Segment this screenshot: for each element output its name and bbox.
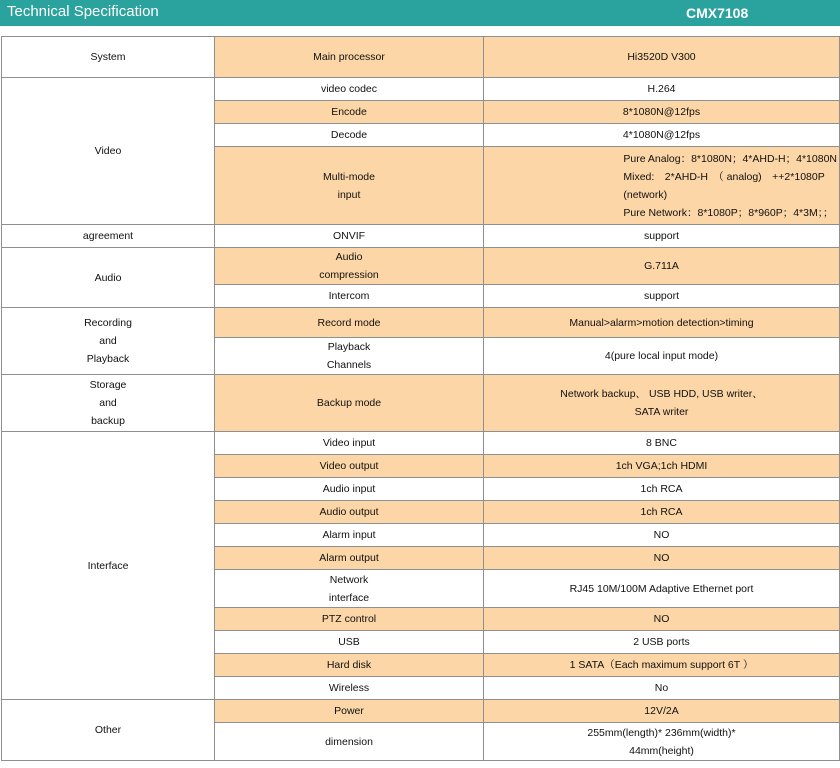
- parameter-cell: [215, 677, 484, 700]
- value-label: 1ch VGA;1ch HDMI: [615, 460, 708, 472]
- parameter-cell: [215, 375, 484, 432]
- value-cell: [484, 338, 840, 375]
- parameter-label: Playback Channels: [326, 341, 372, 371]
- parameter-cell: [215, 308, 484, 338]
- value-cell: [484, 654, 840, 677]
- value-cell: [484, 677, 840, 700]
- value-cell: [484, 478, 840, 501]
- value-label: 4*1080N@12fps: [622, 129, 701, 141]
- category-cell: [2, 432, 215, 700]
- category-cell: [2, 308, 215, 375]
- parameter-label: Network interface: [328, 573, 370, 604]
- spec-row: [2, 225, 840, 248]
- parameter-label: Video input: [322, 437, 376, 449]
- value-label: NO: [653, 613, 670, 625]
- parameter-label: Record mode: [317, 316, 381, 329]
- parameter-label: Audio compression: [319, 251, 379, 281]
- category-cell: [2, 375, 215, 432]
- parameter-cell: [215, 285, 484, 308]
- parameter-cell: [215, 723, 484, 761]
- value-label: Network backup、 USB HDD, USB writer、 SATA writer: [560, 388, 763, 418]
- value-cell: [484, 285, 840, 308]
- value-label: 2 USB ports: [633, 636, 690, 648]
- parameter-label: Main processor: [313, 51, 385, 63]
- value-label: 8 BNC: [646, 437, 677, 449]
- value-cell: [484, 570, 840, 608]
- parameter-cell: [215, 455, 484, 478]
- value-cell: [484, 375, 840, 432]
- value-cell: [484, 501, 840, 524]
- spec-row: [2, 308, 840, 338]
- value-label: Manual>alarm>motion detection>timing: [569, 316, 754, 329]
- parameter-cell: [215, 101, 484, 124]
- value-label: G.711A: [644, 260, 679, 272]
- value-label: NO: [653, 552, 670, 564]
- value-label: 8*1080N@12fps: [622, 106, 701, 118]
- value-label: RJ45 10M/100M Adaptive Ethernet port: [569, 582, 754, 595]
- value-cell: [484, 124, 840, 147]
- value-cell: [484, 248, 840, 285]
- parameter-label: Multi-mode input: [323, 170, 375, 201]
- parameter-label: Audio output: [319, 506, 379, 518]
- value-cell: [484, 524, 840, 547]
- value-cell: [484, 455, 840, 478]
- value-label: 1ch RCA: [640, 483, 683, 495]
- value-label: support: [643, 290, 680, 302]
- parameter-cell: [215, 631, 484, 654]
- category-cell: [2, 700, 215, 761]
- category-label: agreement: [82, 230, 134, 242]
- parameter-label: Encode: [331, 106, 367, 118]
- parameter-cell: [215, 524, 484, 547]
- category-cell: [2, 37, 215, 78]
- category-cell: [2, 78, 215, 225]
- parameter-cell: [215, 124, 484, 147]
- value-label: 255mm(length)* 236mm(width)* 44mm(height): [587, 726, 736, 757]
- spec-row: [2, 700, 840, 723]
- category-label: Interface: [87, 559, 129, 572]
- category-label: Storage and backup: [89, 379, 127, 427]
- parameter-cell: [215, 248, 484, 285]
- parameter-label: Alarm input: [322, 529, 376, 541]
- parameter-cell: [215, 78, 484, 101]
- value-cell: [484, 723, 840, 761]
- parameter-cell: [215, 654, 484, 677]
- parameter-cell: [215, 501, 484, 524]
- parameter-label: Power: [334, 705, 364, 717]
- value-cell: [484, 432, 840, 455]
- category-label: Audio: [94, 271, 122, 284]
- parameter-label: Intercom: [328, 290, 370, 302]
- parameter-label: ONVIF: [332, 230, 366, 242]
- category-label: System: [90, 51, 126, 63]
- parameter-label: Wireless: [328, 682, 370, 694]
- parameter-label: Backup mode: [316, 397, 382, 409]
- value-cell: [484, 308, 840, 338]
- spec-table: [1, 36, 840, 761]
- value-label: NO: [653, 529, 670, 541]
- category-label: Other: [94, 724, 122, 736]
- parameter-cell: [215, 608, 484, 631]
- parameter-cell: [215, 37, 484, 78]
- parameter-cell: [215, 478, 484, 501]
- value-label: Pure Analog：8*1080N；4*AHD-H；4*1080N Mixed: 2*AHD-H （ analog) ++2*1080P (network) Pure Network：8*1080P；8*960P；4*3M；；: [623, 152, 837, 219]
- value-label: Hi3520D V300: [627, 51, 696, 63]
- value-cell: [484, 147, 840, 225]
- parameter-cell: [215, 432, 484, 455]
- value-label: H.264: [647, 83, 676, 95]
- spec-row: [2, 37, 840, 78]
- category-cell: [2, 225, 215, 248]
- spec-row: [2, 78, 840, 101]
- parameter-label: Decode: [330, 129, 368, 141]
- value-cell: [484, 78, 840, 101]
- spec-row: [2, 432, 840, 455]
- spec-row: [2, 248, 840, 285]
- value-label: 1ch RCA: [640, 506, 683, 518]
- parameter-label: dimension: [325, 735, 373, 748]
- category-cell: [2, 248, 215, 308]
- parameter-cell: [215, 225, 484, 248]
- value-cell: [484, 101, 840, 124]
- parameter-label: video codec: [320, 83, 378, 95]
- value-cell: [484, 225, 840, 248]
- value-cell: [484, 608, 840, 631]
- value-label: 1 SATA（Each maximum support 6T ）: [569, 659, 754, 671]
- parameter-label: PTZ control: [321, 613, 377, 625]
- value-cell: [484, 631, 840, 654]
- parameter-cell: [215, 570, 484, 608]
- parameter-label: USB: [338, 636, 360, 648]
- value-cell: [484, 37, 840, 78]
- value-cell: [484, 700, 840, 723]
- parameter-label: Audio input: [322, 483, 376, 495]
- value-label: 12V/2A: [644, 705, 679, 717]
- category-label: Recording and Playback: [84, 317, 132, 365]
- value-label: 4(pure local input mode): [604, 350, 719, 362]
- parameter-cell: [215, 547, 484, 570]
- parameter-cell: [215, 700, 484, 723]
- parameter-label: Hard disk: [326, 659, 372, 671]
- category-label: Video: [94, 145, 122, 157]
- parameter-label: Alarm output: [319, 552, 379, 564]
- value-label: No: [654, 682, 669, 694]
- page-title: Technical Specification: [7, 3, 159, 20]
- value-cell: [484, 547, 840, 570]
- parameter-label: Video output: [319, 460, 379, 472]
- value-label: support: [643, 230, 680, 242]
- parameter-cell: [215, 147, 484, 225]
- model-name: CMX7108: [686, 5, 749, 21]
- spec-row: [2, 375, 840, 432]
- header-bar: [0, 0, 840, 26]
- parameter-cell: [215, 338, 484, 375]
